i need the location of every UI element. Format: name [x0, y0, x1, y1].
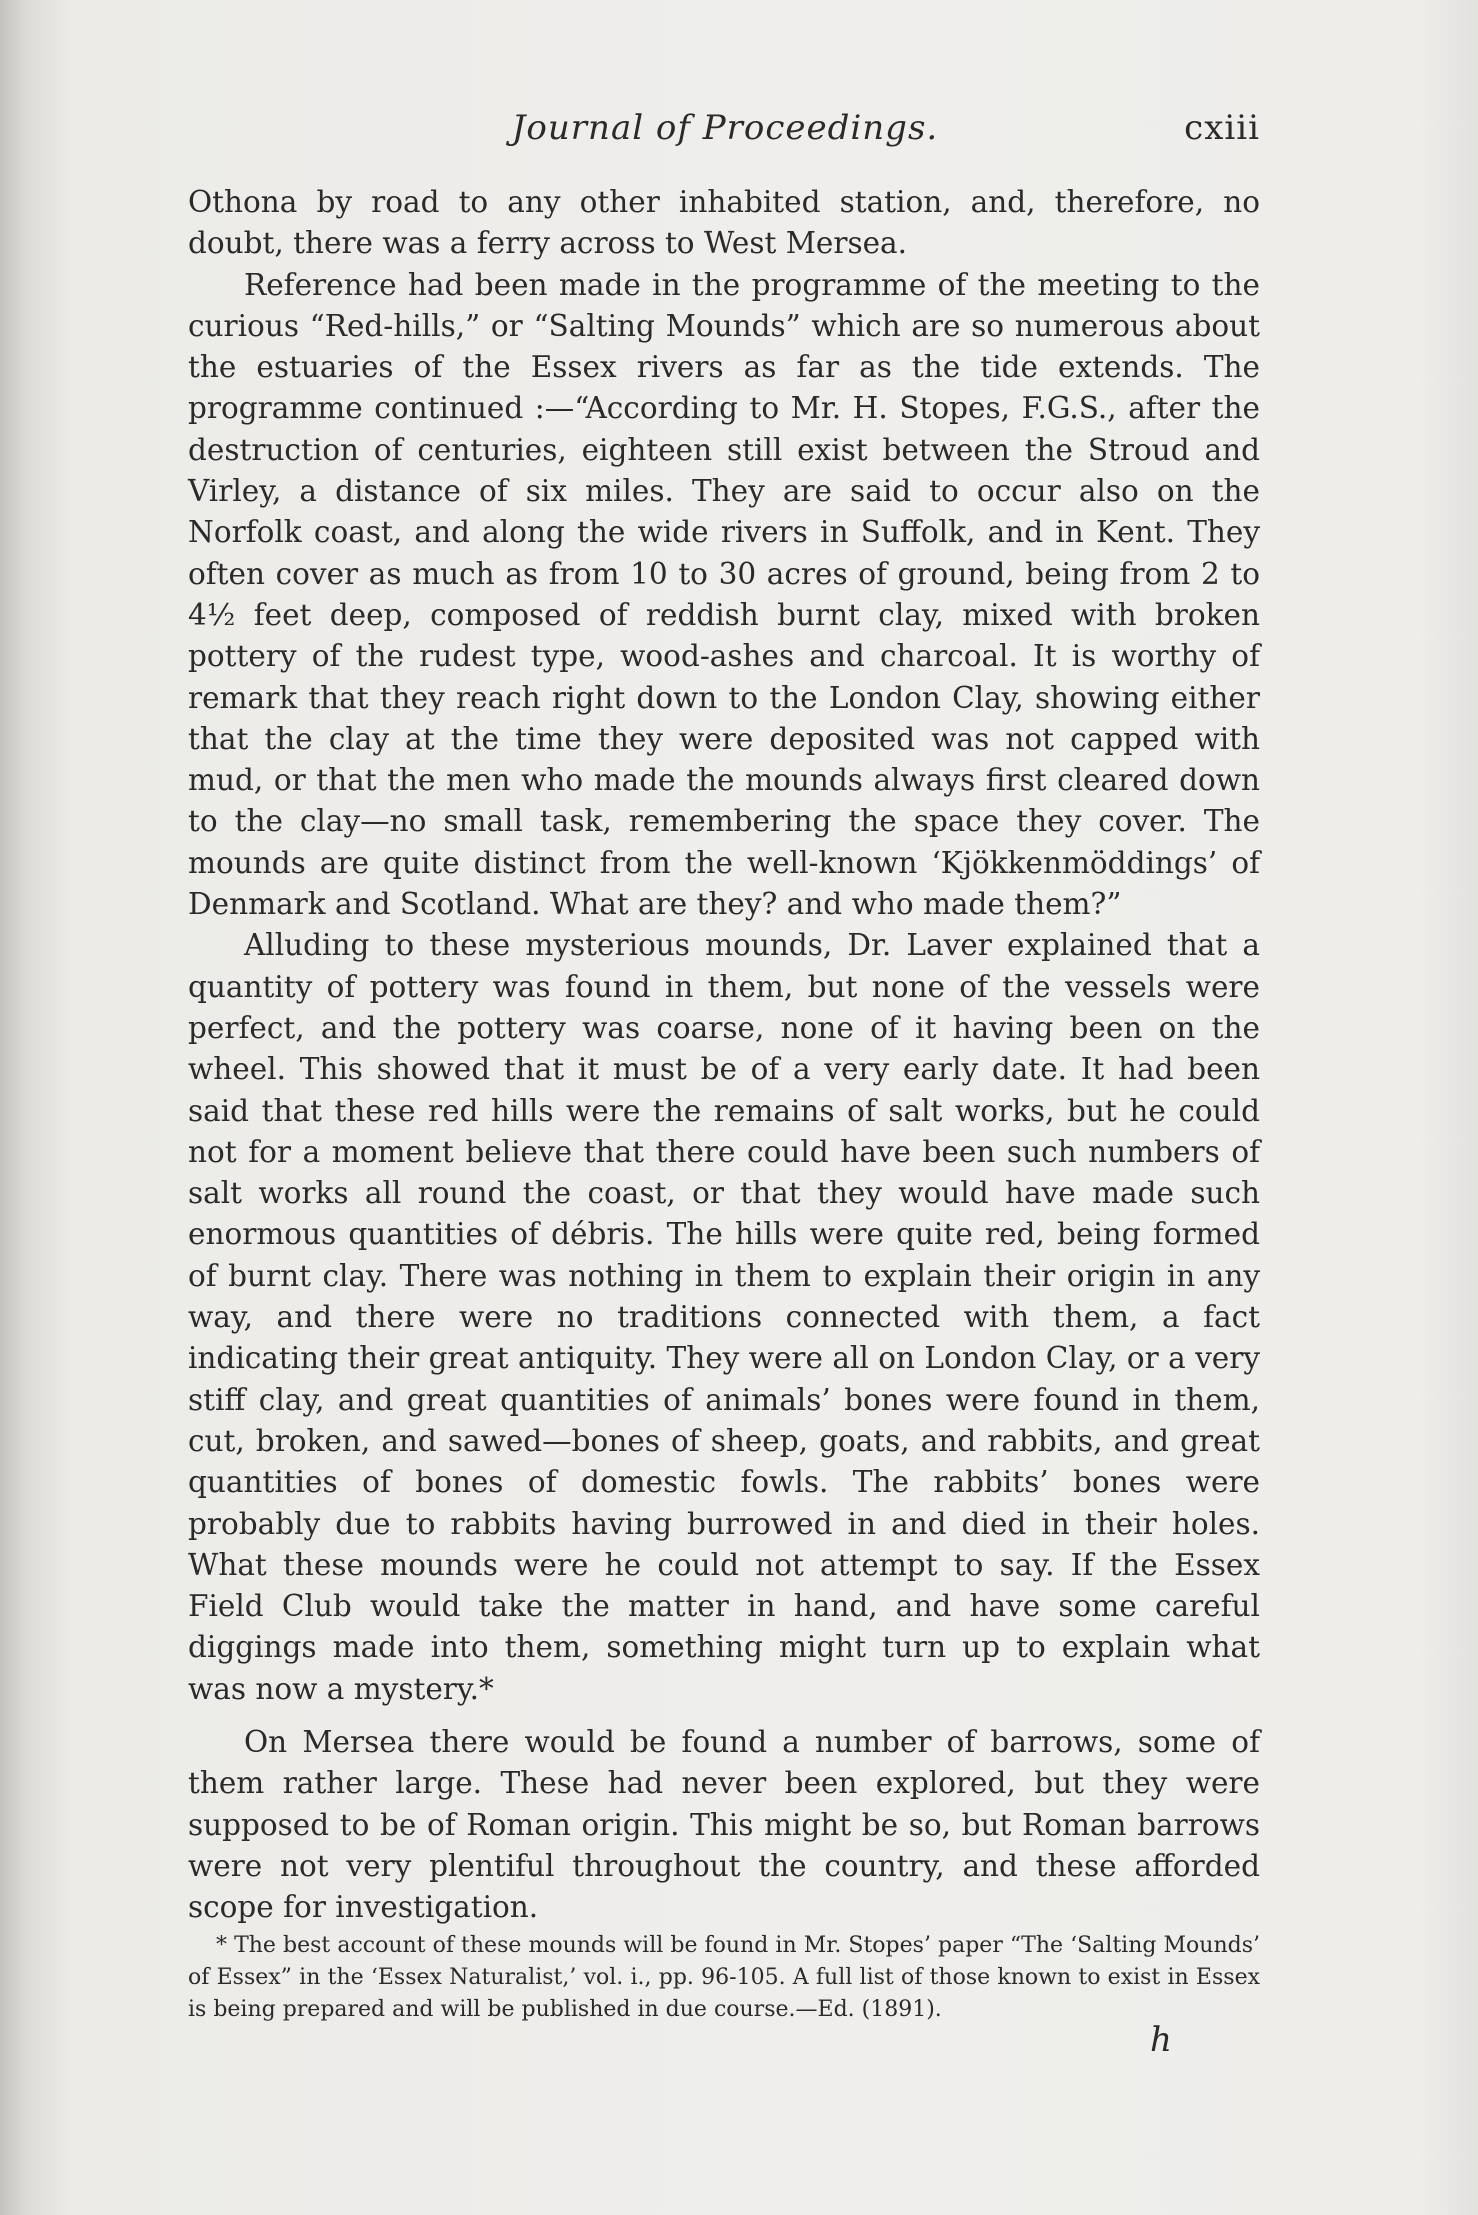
- paragraph-laver: Alluding to these mysterious mounds, Dr. Laver explained that a quantity of pottery was found in them, but none of the vessels were perfect, and the pottery was coarse, none of it having been on the wheel. This showed that it must be of a very early date. It had been said that these red hills were the remains of salt works, but he could not for a moment believe that there could have been such numbers of salt works all round the coast, or that they would have made such enormous quantities of débris. The hills were quite red, being formed of burnt clay. There was nothing in them to explain their origin in any way, and there were no traditions connected with them, a fact indicating their great antiquity. They were all on London Clay, or a very stiff clay, and great quantities of animals’ bones were found in them, cut, broken, and sawed—bones of sheep, goats, and rabbits, and great quantities of bones of domestic fowls. The rabbits’ bones were probably due to rabbits having burrowed in and died in their holes. What these mounds were he could not attempt to say. If the Essex Field Club would take the matter in hand, and have some careful diggings made into them, something might turn up to explain what was now a mystery.*: [188, 928, 1260, 1706]
- page-header: [190, 108, 1260, 158]
- paragraph-continuation: Othona by road to any other inhabited station, and, therefore, no doubt, there was a ferry across to West Mersea.: [188, 185, 1260, 261]
- body-text: [188, 182, 1260, 1928]
- running-title: Journal of Proceedings.: [511, 108, 939, 148]
- footnote-text: * The best account of these mounds will be found in Mr. Stopes’ paper “The ‘Salting Mounds’ of Essex” in the ‘Essex Naturalist,’ vol. i., pp. 96-105. A full list of those known to exist in Essex is being prepared and will be published in due course.—Ed. (1891).: [188, 1933, 1260, 2022]
- footnote: [188, 1930, 1260, 2026]
- signature-mark: h: [1150, 2020, 1172, 2060]
- paragraph-barrows: On Mersea there would be found a number of barrows, some of them rather large. These had never been explored, but they were supposed to be of Roman origin. This might be so, but Roman barrows were not very plentiful throughout the country, and these afforded scope for investigation.: [188, 1724, 1260, 1925]
- page-number: cxiii: [1184, 108, 1260, 148]
- paragraph-red-hills: Reference had been made in the programme of the meeting to the curious “Red-hills,” or “Salting Mounds” which are so numerous about the estuaries of the Essex rivers as far as the tide extends. The programme continued :—“According to Mr. H. Stopes, F.G.S., after the destruction of centuries, eighteen still exist between the Stroud and Virley, a distance of six miles. They are said to occur also on the Norfolk coast, and along the wide rivers in Suffolk, and in Kent. They often cover as much as from 10 to 30 acres of ground, being from 2 to 4½ feet deep, composed of reddish burnt clay, mixed with broken pottery of the rudest type, wood-ashes and charcoal. It is worthy of remark that they reach right down to the London Clay, showing either that the clay at the time they were deposited was not capped with mud, or that the men who made the mounds always first cleared down to the clay—no small task, remembering the space they cover. The mounds are quite distinct from the well-known ‘Kjökkenmöddings’ of Denmark and Scotland. What are they? and who made them?”: [188, 267, 1260, 922]
